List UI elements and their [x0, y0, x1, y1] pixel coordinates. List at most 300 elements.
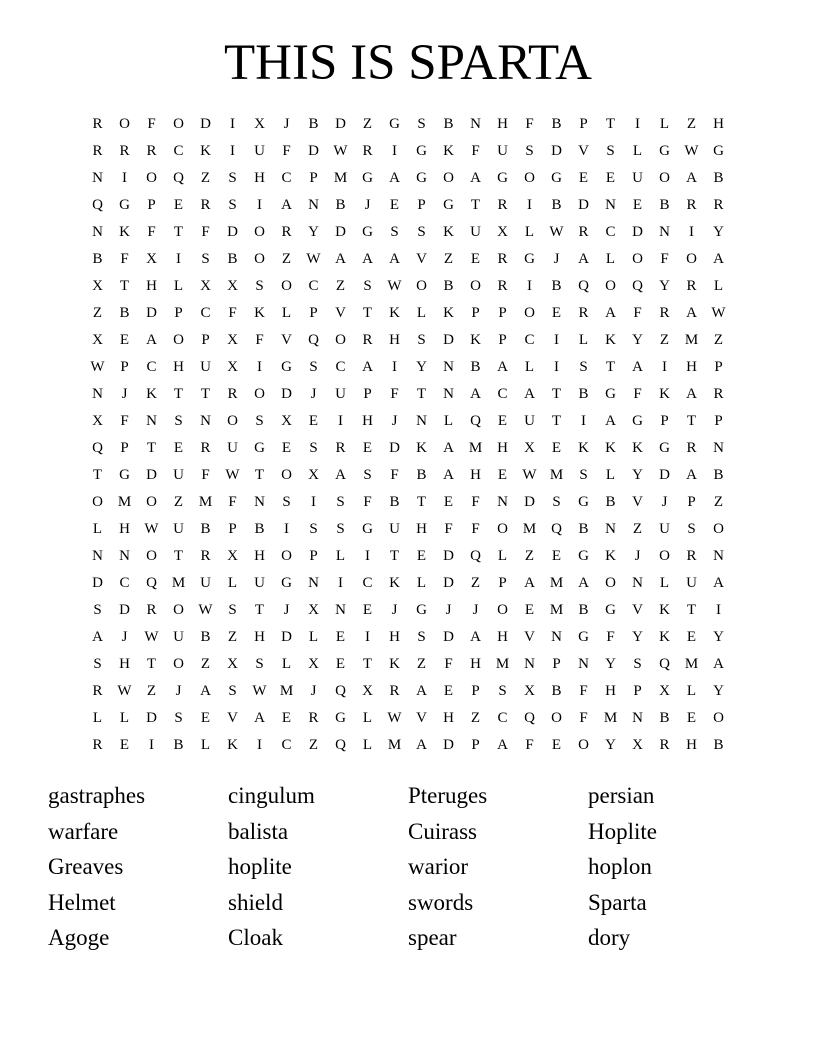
grid-letter: M: [468, 440, 483, 456]
grid-letter: K: [443, 224, 454, 240]
grid-row: [84, 705, 732, 732]
grid-letter: K: [632, 440, 643, 456]
grid-letter: Z: [416, 656, 427, 672]
grid-letter: I: [554, 332, 559, 348]
grid-row: [84, 111, 732, 138]
grid-letter: K: [578, 440, 589, 456]
grid-letter: N: [254, 494, 265, 510]
grid-letter: L: [227, 575, 238, 591]
word-list-item: hoplon: [588, 854, 652, 879]
grid-letter: E: [173, 440, 184, 456]
grid-letter: J: [391, 413, 398, 429]
grid-letter: D: [551, 143, 562, 159]
grid-letter: S: [255, 656, 264, 672]
grid-letter: I: [365, 548, 370, 564]
grid-letter: V: [335, 305, 346, 321]
grid-letter: N: [524, 656, 535, 672]
grid-letter: I: [365, 629, 370, 645]
grid-letter: P: [687, 494, 696, 510]
grid-letter: P: [309, 305, 318, 321]
grid-letter: Z: [200, 656, 211, 672]
grid-letter: E: [389, 197, 400, 213]
grid-letter: J: [445, 602, 452, 618]
grid-letter: R: [389, 683, 400, 699]
grid-letter: R: [713, 386, 724, 402]
grid-letter: V: [227, 710, 238, 726]
grid-letter: S: [174, 413, 183, 429]
grid-letter: H: [497, 116, 508, 132]
grid-letter: R: [497, 197, 508, 213]
grid-letter: S: [309, 359, 318, 375]
grid-letter: E: [551, 737, 562, 753]
grid-letter: H: [686, 737, 697, 753]
grid-letter: N: [632, 575, 643, 591]
grid-letter: D: [443, 575, 454, 591]
grid-letter: S: [255, 413, 264, 429]
grid-letter: D: [119, 602, 130, 618]
grid-letter: A: [524, 575, 535, 591]
grid-letter: H: [254, 629, 265, 645]
grid-letter: I: [230, 143, 235, 159]
grid-letter: G: [362, 224, 373, 240]
grid-row: [84, 570, 732, 597]
grid-letter: O: [146, 170, 157, 186]
grid-letter: T: [551, 413, 562, 429]
grid-row: [84, 489, 732, 516]
grid-letter: O: [254, 224, 265, 240]
grid-letter: E: [119, 332, 130, 348]
grid-letter: E: [578, 170, 589, 186]
grid-letter: A: [470, 170, 481, 186]
grid-row: [84, 678, 732, 705]
word-list-item: Greaves: [48, 854, 124, 879]
grid-letter: S: [498, 683, 507, 699]
grid-letter: R: [335, 440, 346, 456]
grid-letter: O: [713, 710, 724, 726]
grid-letter: I: [527, 278, 532, 294]
grid-letter: X: [92, 413, 103, 429]
grid-letter: O: [254, 251, 265, 267]
grid-letter: P: [120, 359, 129, 375]
grid-letter: U: [173, 629, 184, 645]
grid-letter: D: [578, 197, 589, 213]
grid-letter: K: [470, 332, 481, 348]
grid-letter: U: [686, 575, 697, 591]
grid-row: [84, 381, 732, 408]
grid-letter: P: [309, 170, 318, 186]
grid-letter: E: [551, 548, 562, 564]
grid-letter: O: [227, 413, 238, 429]
grid-letter: F: [606, 629, 615, 645]
grid-letter: Y: [713, 224, 724, 240]
grid-letter: T: [254, 467, 265, 483]
grid-letter: R: [659, 305, 670, 321]
grid-letter: S: [390, 224, 399, 240]
grid-letter: D: [443, 737, 454, 753]
grid-letter: A: [362, 251, 373, 267]
grid-letter: F: [525, 737, 534, 753]
grid-letter: L: [524, 224, 535, 240]
grid-letter: D: [200, 116, 211, 132]
grid-letter: U: [254, 575, 265, 591]
grid-letter: S: [309, 440, 318, 456]
grid-letter: R: [686, 278, 697, 294]
grid-letter: Z: [335, 278, 346, 294]
grid-letter: J: [121, 629, 128, 645]
grid-letter: S: [552, 494, 561, 510]
grid-letter: S: [255, 278, 264, 294]
grid-letter: Y: [416, 359, 427, 375]
grid-letter: W: [711, 305, 726, 321]
grid-letter: W: [252, 683, 267, 699]
grid-letter: I: [635, 116, 640, 132]
grid-letter: L: [362, 737, 373, 753]
grid-letter: U: [173, 467, 184, 483]
grid-letter: I: [581, 413, 586, 429]
grid-letter: M: [171, 575, 186, 591]
grid-letter: N: [335, 602, 346, 618]
grid-letter: T: [551, 386, 562, 402]
grid-letter: A: [497, 737, 508, 753]
grid-letter: N: [713, 548, 724, 564]
grid-letter: A: [389, 251, 400, 267]
grid-letter: T: [686, 413, 697, 429]
grid-letter: K: [605, 548, 616, 564]
grid-letter: X: [92, 278, 103, 294]
grid-letter: F: [471, 521, 480, 537]
grid-letter: X: [632, 737, 643, 753]
grid-letter: T: [605, 359, 616, 375]
word-list: [48, 778, 768, 956]
grid-letter: V: [416, 251, 427, 267]
grid-letter: Z: [470, 710, 481, 726]
grid-letter: V: [281, 332, 292, 348]
grid-letter: A: [281, 197, 292, 213]
grid-letter: B: [335, 197, 346, 213]
grid-letter: Y: [632, 629, 643, 645]
grid-letter: R: [146, 143, 157, 159]
grid-letter: F: [282, 143, 291, 159]
grid-letter: B: [92, 251, 103, 267]
grid-letter: V: [632, 494, 643, 510]
grid-letter: R: [200, 548, 211, 564]
grid-letter: H: [497, 440, 508, 456]
grid-letter: X: [497, 224, 508, 240]
grid-letter: U: [173, 521, 184, 537]
grid-letter: S: [174, 710, 183, 726]
grid-letter: R: [281, 224, 292, 240]
grid-letter: T: [389, 548, 400, 564]
grid-letter: C: [119, 575, 130, 591]
grid-letter: M: [603, 710, 618, 726]
grid-letter: T: [362, 656, 373, 672]
grid-letter: B: [659, 197, 670, 213]
grid-letter: U: [335, 386, 346, 402]
grid-letter: U: [389, 521, 400, 537]
grid-letter: Z: [308, 737, 319, 753]
grid-letter: I: [662, 359, 667, 375]
grid-letter: Z: [173, 494, 184, 510]
grid-letter: B: [200, 521, 211, 537]
grid-letter: I: [284, 521, 289, 537]
grid-letter: X: [227, 548, 238, 564]
grid-letter: I: [716, 602, 721, 618]
grid-letter: W: [306, 251, 321, 267]
grid-letter: L: [308, 629, 319, 645]
word-list-item: Sparta: [588, 889, 647, 915]
grid-letter: A: [713, 656, 724, 672]
grid-letter: D: [389, 440, 400, 456]
grid-letter: W: [90, 359, 105, 375]
grid-letter: W: [684, 143, 699, 159]
grid-letter: P: [552, 656, 561, 672]
grid-letter: C: [281, 737, 292, 753]
grid-letter: P: [309, 548, 318, 564]
grid-letter: J: [472, 602, 479, 618]
grid-letter: A: [443, 440, 454, 456]
grid-letter: A: [470, 629, 481, 645]
grid-letter: G: [119, 467, 130, 483]
grid-letter: P: [579, 116, 588, 132]
grid-letter: E: [470, 251, 481, 267]
grid-letter: E: [551, 305, 562, 321]
grid-letter: W: [333, 143, 348, 159]
grid-letter: N: [443, 359, 454, 375]
grid-letter: F: [120, 413, 129, 429]
grid-letter: O: [173, 602, 184, 618]
grid-letter: X: [308, 467, 319, 483]
grid-letter: I: [122, 170, 127, 186]
grid-letter: F: [363, 494, 372, 510]
grid-letter: O: [497, 602, 508, 618]
grid-letter: S: [228, 683, 237, 699]
grid-letter: M: [279, 683, 294, 699]
grid-letter: Q: [335, 737, 346, 753]
grid-letter: K: [389, 656, 400, 672]
grid-letter: L: [92, 521, 103, 537]
grid-letter: S: [228, 602, 237, 618]
grid-letter: L: [119, 710, 130, 726]
word-list-item: Cuirass: [408, 818, 477, 844]
grid-letter: Z: [713, 332, 724, 348]
grid-letter: G: [605, 602, 616, 618]
grid-letter: B: [200, 629, 211, 645]
grid-letter: E: [686, 710, 697, 726]
grid-row: [84, 516, 732, 543]
grid-letter: F: [660, 251, 669, 267]
grid-letter: D: [146, 467, 157, 483]
grid-letter: O: [659, 170, 670, 186]
grid-letter: O: [92, 494, 103, 510]
grid-letter: L: [335, 548, 346, 564]
grid-letter: C: [497, 710, 508, 726]
grid-letter: R: [200, 197, 211, 213]
grid-letter: U: [200, 359, 211, 375]
grid-letter: G: [713, 143, 724, 159]
grid-letter: C: [308, 278, 319, 294]
grid-row: [84, 651, 732, 678]
grid-letter: Q: [146, 575, 157, 591]
grid-letter: E: [551, 440, 562, 456]
grid-letter: G: [389, 116, 400, 132]
grid-letter: M: [333, 170, 348, 186]
grid-letter: H: [497, 629, 508, 645]
grid-letter: N: [92, 170, 103, 186]
grid-letter: P: [147, 197, 156, 213]
grid-letter: S: [687, 521, 696, 537]
grid-letter: I: [311, 494, 316, 510]
grid-letter: F: [255, 332, 264, 348]
grid-letter: O: [119, 116, 130, 132]
grid-letter: B: [551, 116, 562, 132]
grid-letter: B: [227, 251, 238, 267]
grid-letter: A: [686, 386, 697, 402]
grid-letter: P: [498, 332, 507, 348]
grid-letter: E: [362, 440, 373, 456]
grid-letter: P: [471, 305, 480, 321]
grid-letter: L: [497, 548, 508, 564]
grid-letter: T: [416, 494, 427, 510]
grid-row: [84, 624, 732, 651]
grid-letter: A: [632, 359, 643, 375]
grid-letter: U: [227, 440, 238, 456]
grid-letter: G: [659, 143, 670, 159]
grid-letter: S: [93, 602, 102, 618]
grid-letter: G: [578, 629, 589, 645]
word-list-item: Pteruges: [408, 783, 488, 808]
grid-letter: B: [443, 278, 454, 294]
grid-letter: O: [146, 494, 157, 510]
grid-letter: G: [443, 197, 454, 213]
grid-letter: I: [338, 575, 343, 591]
grid-letter: V: [416, 710, 427, 726]
grid-letter: O: [470, 278, 481, 294]
grid-row: [84, 732, 732, 759]
grid-letter: E: [335, 629, 346, 645]
grid-letter: F: [471, 143, 480, 159]
grid-letter: F: [633, 305, 642, 321]
grid-letter: N: [605, 521, 616, 537]
grid-letter: S: [417, 332, 426, 348]
grid-letter: N: [659, 224, 670, 240]
grid-letter: T: [119, 278, 130, 294]
grid-letter: U: [200, 575, 211, 591]
grid-letter: L: [362, 710, 373, 726]
grid-letter: N: [605, 197, 616, 213]
grid-letter: X: [281, 413, 292, 429]
grid-letter: E: [524, 602, 535, 618]
grid-letter: P: [714, 359, 723, 375]
grid-letter: P: [228, 521, 237, 537]
grid-letter: Y: [308, 224, 319, 240]
grid-letter: I: [527, 197, 532, 213]
grid-letter: G: [578, 548, 589, 564]
grid-letter: E: [497, 413, 508, 429]
grid-letter: U: [470, 224, 481, 240]
grid-letter: B: [578, 521, 589, 537]
grid-letter: Q: [92, 440, 103, 456]
grid-letter: O: [173, 656, 184, 672]
grid-letter: L: [443, 413, 454, 429]
grid-letter: H: [119, 656, 130, 672]
grid-letter: N: [200, 413, 211, 429]
grid-row: [84, 462, 732, 489]
grid-letter: F: [120, 251, 129, 267]
grid-letter: A: [578, 575, 589, 591]
grid-letter: X: [227, 359, 238, 375]
grid-letter: A: [713, 251, 724, 267]
grid-letter: N: [443, 386, 454, 402]
grid-letter: P: [363, 386, 372, 402]
grid-letter: R: [686, 197, 697, 213]
grid-letter: D: [335, 224, 346, 240]
grid-letter: G: [524, 251, 535, 267]
grid-letter: R: [578, 305, 589, 321]
grid-letter: A: [254, 710, 265, 726]
grid-letter: O: [686, 251, 697, 267]
grid-letter: F: [633, 386, 642, 402]
grid-letter: Q: [470, 548, 481, 564]
grid-letter: L: [686, 683, 697, 699]
grid-letter: W: [549, 224, 564, 240]
grid-letter: V: [524, 629, 535, 645]
grid-letter: Q: [659, 656, 670, 672]
grid-letter: W: [387, 710, 402, 726]
grid-letter: J: [364, 197, 371, 213]
grid-letter: W: [144, 629, 159, 645]
grid-letter: S: [309, 521, 318, 537]
grid-letter: O: [497, 521, 508, 537]
grid-letter: S: [417, 629, 426, 645]
grid-letter: I: [149, 737, 154, 753]
grid-letter: G: [659, 440, 670, 456]
grid-letter: G: [632, 413, 643, 429]
grid-letter: H: [254, 548, 265, 564]
grid-letter: A: [443, 467, 454, 483]
grid-letter: L: [524, 359, 535, 375]
grid-letter: T: [173, 386, 184, 402]
grid-letter: B: [551, 197, 562, 213]
grid-letter: S: [579, 467, 588, 483]
grid-letter: R: [362, 143, 373, 159]
grid-letter: T: [146, 440, 157, 456]
grid-letter: C: [524, 332, 535, 348]
grid-letter: K: [389, 575, 400, 591]
grid-letter: A: [524, 386, 535, 402]
grid-letter: M: [684, 656, 699, 672]
word-list-item: warior: [408, 854, 469, 879]
grid-letter: N: [308, 575, 319, 591]
grid-letter: Z: [92, 305, 103, 321]
grid-letter: Q: [335, 683, 346, 699]
grid-letter: O: [281, 278, 292, 294]
grid-letter: T: [686, 602, 697, 618]
grid-letter: J: [661, 494, 668, 510]
grid-letter: W: [522, 467, 537, 483]
grid-letter: B: [443, 116, 454, 132]
grid-letter: R: [659, 737, 670, 753]
grid-letter: B: [254, 521, 265, 537]
grid-letter: G: [416, 170, 427, 186]
grid-letter: K: [227, 737, 238, 753]
grid-letter: F: [201, 467, 210, 483]
grid-letter: P: [714, 413, 723, 429]
grid-row: [84, 435, 732, 462]
grid-letter: B: [713, 737, 724, 753]
grid-letter: S: [363, 278, 372, 294]
grid-letter: O: [173, 116, 184, 132]
grid-letter: P: [471, 737, 480, 753]
